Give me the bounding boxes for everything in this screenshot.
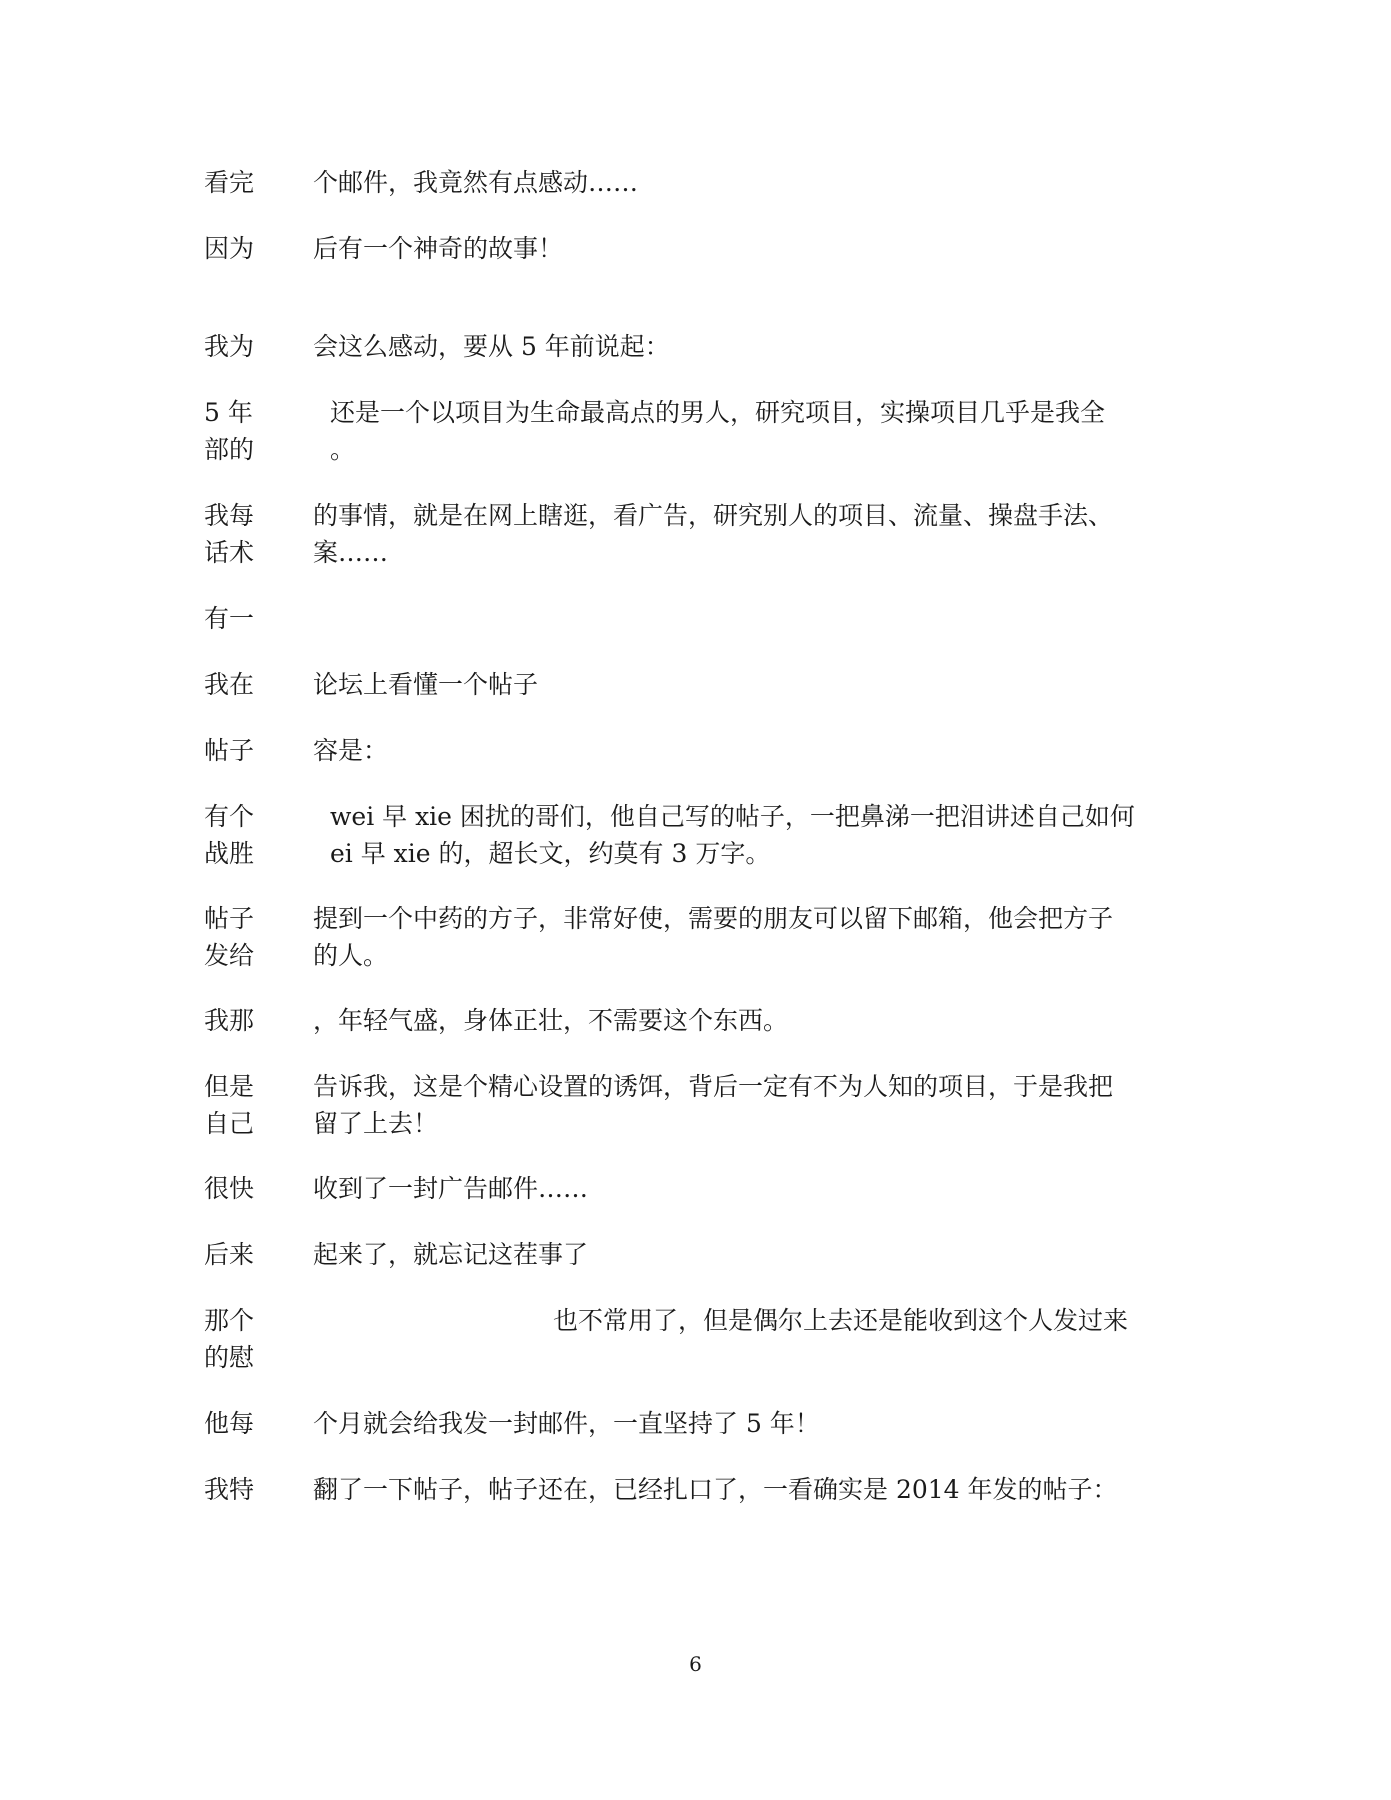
row-left-text: 那个 的慰 (204, 1306, 255, 1372)
row-left-text: 他每 (204, 1409, 255, 1438)
row-left-text: 有一 (204, 604, 255, 633)
row-left-text: 有个 战胜 (204, 802, 255, 868)
row-left-text: 我为 (204, 332, 255, 361)
row-right-text: 也不常用了，但是偶尔上去还是能收到这个人发过来 (553, 1306, 1129, 1335)
row-right-text: 告诉我，这是个精心设置的诱饵，背后一定有不为人知的项目，于是我把 留了上去！ (313, 1072, 1114, 1138)
row-left-text: 我特 (204, 1475, 255, 1504)
row-left-text: 但是 自己 (204, 1072, 255, 1138)
row-left-text: 很快 (204, 1174, 255, 1203)
row-right-text: wei 早 xie 困扰的哥们，他自己写的帖子，一把鼻涕一把泪讲述自己如何 ei 早 xie 的，超长文，约莫有 3 万字。 (330, 802, 1135, 868)
row-right-text: 翻了一下帖子，帖子还在，已经扎口了，一看确实是 2014 年发的帖子： (313, 1475, 1118, 1504)
row-left-text: 帖子 (204, 736, 255, 765)
row-left-text: 我那 (204, 1006, 255, 1035)
row-right-text: 容是： (313, 736, 389, 765)
row-left-text: 因为 (204, 234, 255, 263)
row-right-text: 后有一个神奇的故事！ (313, 234, 564, 263)
row-right-text: 收到了一封广告邮件…… (313, 1174, 589, 1203)
row-right-text: 个月就会给我发一封邮件，一直坚持了 5 年！ (313, 1409, 820, 1438)
row-right-text: 提到一个中药的方子，非常好使，需要的朋友可以留下邮箱，他会把方子 的人。 (313, 904, 1114, 970)
row-left-text: 帖子 发给 (204, 904, 255, 970)
row-right-text: 起来了，就忘记这茬事了 (313, 1240, 589, 1269)
row-left-text: 看完 (204, 168, 255, 197)
row-left-text: 我在 (204, 670, 255, 699)
row-right-text: 会这么感动，要从 5 年前说起： (313, 332, 670, 361)
row-left-text: 我每 话术 (204, 501, 255, 567)
row-right-text: 的事情，就是在网上瞎逛，看广告，研究别人的项目、流量、操盘手法、 案…… (313, 501, 1114, 567)
row-left-text: 后来 (204, 1240, 255, 1269)
row-right-text: ，年轻气盛，身体正壮，不需要这个东西。 (313, 1006, 789, 1035)
row-right-text: 个邮件，我竟然有点感动…… (313, 168, 639, 197)
page-number: 6 (689, 1652, 702, 1676)
row-right-text: 还是一个以项目为生命最高点的男人，研究项目，实操项目几乎是我全 。 (330, 398, 1106, 464)
row-left-text: 5 年 部的 (204, 398, 255, 464)
row-right-text: 论坛上看懂一个帖子 (313, 670, 539, 699)
